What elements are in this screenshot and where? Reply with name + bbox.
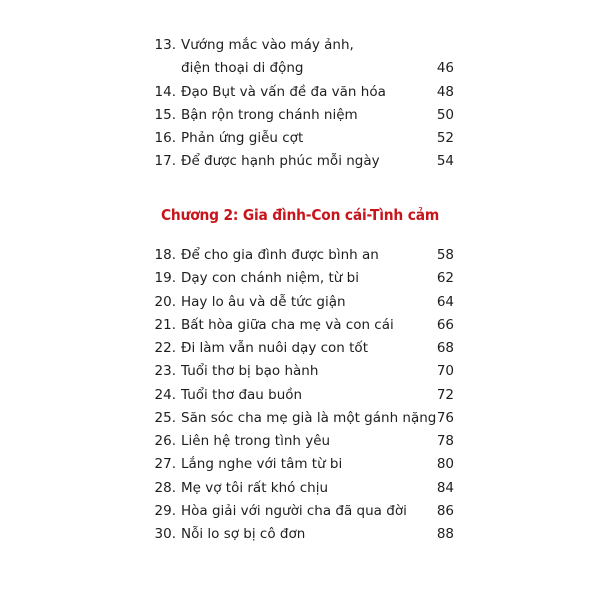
entry-title: Để được hạnh phúc mỗi ngày: [181, 153, 380, 170]
toc-entry[interactable]: [150, 360, 457, 383]
entry-title: Nỗi lo sợ bị cô đơn: [181, 526, 306, 542]
toc-entry[interactable]: [150, 407, 457, 430]
entry-title: Bất hòa giữa cha mẹ và con cái: [181, 316, 394, 333]
entry-page: 64: [436, 293, 454, 310]
toc-entry[interactable]: [150, 477, 457, 500]
entry-number: 14.: [154, 83, 176, 100]
entry-number: 16.: [154, 130, 176, 146]
entry-page: 78: [436, 433, 454, 449]
entry-page: 66: [436, 316, 454, 333]
toc-entry[interactable]: [150, 453, 457, 476]
toc-entry[interactable]: [150, 150, 457, 173]
entry-title: Bận rộn trong chánh niệm: [181, 106, 358, 123]
toc-entry[interactable]: [150, 291, 457, 314]
entry-title: Liên hệ trong tình yêu: [181, 433, 331, 449]
entry-page: 88: [436, 526, 454, 542]
entry-page: 46: [436, 60, 454, 76]
entry-page: 86: [436, 502, 454, 519]
entry-number: 19.: [154, 270, 176, 287]
entry-number: 26.: [154, 433, 176, 449]
entry-page: 62: [436, 270, 454, 287]
entry-title: Tuổi thơ đau buồn: [181, 386, 303, 403]
toc-entry[interactable]: [150, 384, 457, 407]
toc-entry[interactable]: [150, 104, 457, 127]
entry-page: 52: [436, 130, 454, 146]
toc-entry[interactable]: [150, 81, 457, 104]
entry-number: 23.: [154, 363, 176, 380]
entry-number: 24.: [154, 386, 176, 403]
toc-entry[interactable]: [150, 244, 457, 267]
entry-title: Dạy con chánh niệm, từ bi: [181, 270, 359, 287]
entry-title: Săn sóc cha mẹ già là một gánh nặng: [181, 409, 437, 426]
entry-page: 54: [436, 153, 454, 170]
entry-number: 17.: [154, 153, 176, 170]
entry-title: Mẹ vợ tôi rất khó chịu: [181, 479, 328, 496]
entry-title: Để cho gia đình được bình an: [181, 247, 379, 263]
entry-title: Đạo Bụt và vấn đề đa văn hóa: [181, 83, 386, 100]
entry-title: Hay lo âu và dễ tức giận: [181, 293, 346, 310]
entry-number: 15.: [154, 106, 176, 123]
entry-number: 29.: [154, 502, 176, 519]
entry-title: Phản ứng giễu cợt: [181, 130, 304, 146]
toc-entry[interactable]: [150, 500, 457, 523]
entry-page: 72: [436, 386, 454, 403]
toc-chapter-2: [150, 244, 457, 546]
entry-title: Vướng mắc vào máy ảnh,: [181, 37, 354, 53]
toc-section-1: [150, 34, 457, 174]
entry-title: Tuổi thơ bị bạo hành: [181, 363, 319, 380]
entry-number: 27.: [154, 456, 176, 473]
entry-page: 50: [436, 106, 454, 123]
entry-number: 20.: [154, 293, 176, 310]
entry-number: 21.: [154, 316, 176, 333]
entry-number: 22.: [154, 340, 176, 356]
toc-entry[interactable]: [150, 34, 457, 81]
entry-title: Lắng nghe với tâm từ bi: [181, 456, 343, 473]
entry-page: 76: [436, 409, 454, 426]
entry-page: 70: [436, 363, 454, 380]
toc-entry[interactable]: [150, 267, 457, 290]
toc-entry[interactable]: [150, 430, 457, 453]
toc-entry[interactable]: [150, 127, 457, 150]
chapter-2-heading: Chương 2: Gia đình-Con cái-Tình cảm: [160, 206, 440, 224]
entry-page: 58: [436, 247, 454, 263]
entry-number: 30.: [154, 526, 176, 542]
toc-entry[interactable]: [150, 337, 457, 360]
entry-page: 80: [436, 456, 454, 473]
toc-entry[interactable]: [150, 314, 457, 337]
toc-entry[interactable]: [150, 523, 457, 546]
entry-page: 84: [436, 479, 454, 496]
entry-title: Hòa giải với người cha đã qua đời: [181, 502, 407, 519]
entry-number: 28.: [154, 479, 176, 496]
entry-title-line2: điện thoại di động: [181, 60, 304, 76]
entry-number: 18.: [154, 247, 176, 263]
entry-number: 25.: [154, 409, 176, 426]
entry-number: 13.: [154, 37, 176, 53]
entry-title: Đi làm vẫn nuôi dạy con tốt: [181, 340, 368, 356]
entry-page: 48: [436, 83, 454, 100]
entry-page: 68: [436, 340, 454, 356]
